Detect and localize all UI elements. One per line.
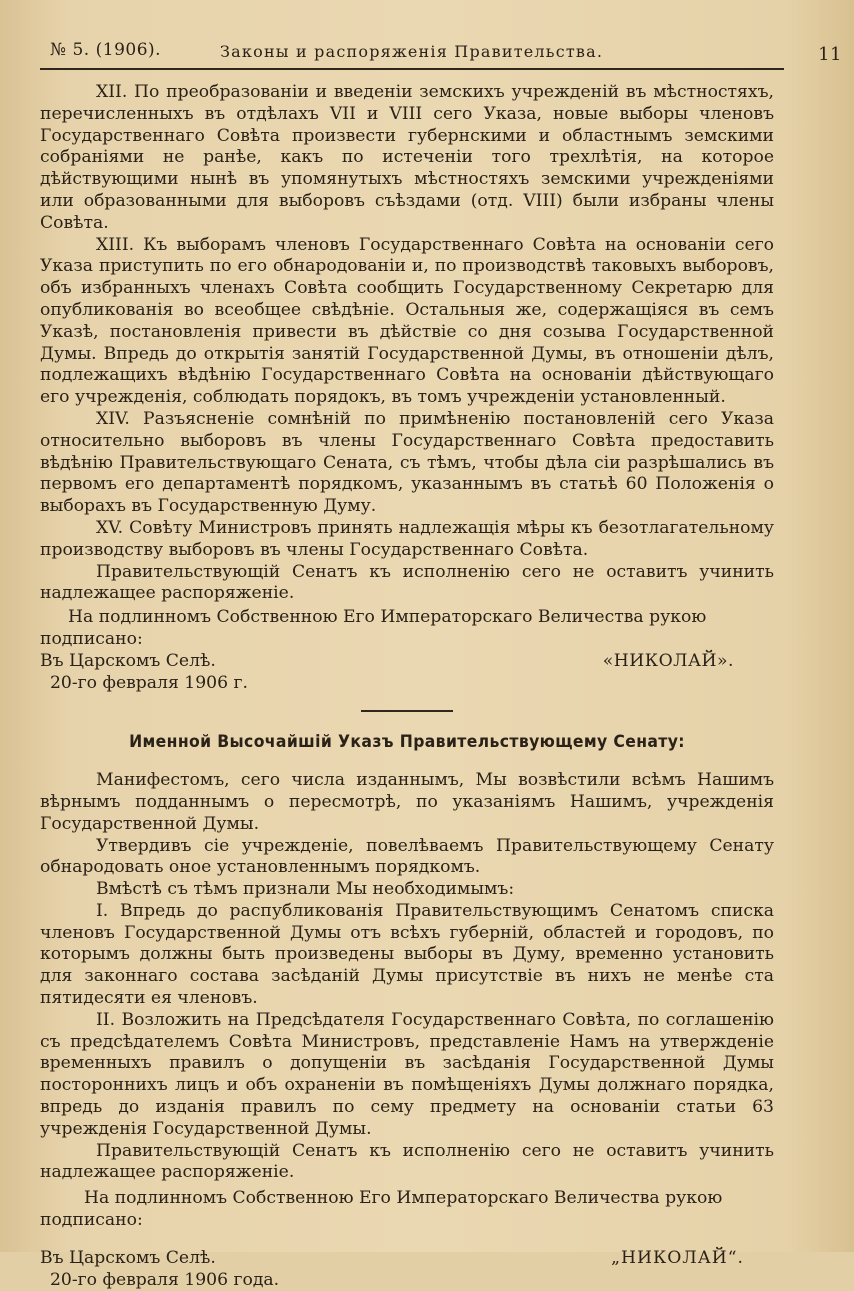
signer-name: „НИКОЛАЙ“. [611, 1247, 744, 1268]
page-number: 11 [818, 44, 842, 65]
decree-paragraph-ii: II. Возложить на Предсѣдателя Государственнаго Совѣта, по соглашенію съ предсѣдателемъ Совѣта Министровъ, представленіе Намъ на утвержденіе временныхъ правилъ о допущеніи въ засѣданія Государственной Думы постороннихъ лицъ и объ охраненіи въ помѣщеніяхъ Думы должнаго порядка, впредь до изданія правилъ по сему предмету на основаніи статьи 63 учрежденія Государственной Думы. [40, 1009, 774, 1139]
page-header [40, 40, 842, 70]
signing-place: Въ Царскомъ Селѣ. [40, 650, 216, 671]
signing-date: 20-го февраля 1906 г. [50, 672, 248, 693]
running-title: Законы и распоряженія Правительства. [220, 42, 604, 61]
paragraph-xiii: XIII. Къ выборамъ членовъ Государственнаго Совѣта на основаніи сего Указа приступить по его обнародованіи и, по производствѣ таковыхъ выборовъ, объ избранныхъ членахъ Совѣта сообщить Государственному Секретарю для опубликованія во всеобщее свѣдѣніе. Остальныя же, содержащіяся въ семъ Указѣ, постановленія привести въ дѣйствіе со дня созыва Государственной Думы. Впредь до открытія занятій Государственной Думы, въ отношеніи дѣлъ, подлежащихъ вѣдѣнію Государственнаго Совѣта на основаніи дѣйствующаго его учрежденія, соблюдать порядокъ, въ томъ учрежденіи установленный. [40, 234, 774, 408]
paragraph-xiv: XIV. Разъясненіе сомнѣній по примѣненію постановленій сего Указа относительно выборовъ въ члены Государственнаго Совѣта предоставить вѣдѣнію Правительствующаго Сената, съ тѣмъ, чтобы дѣла сіи разрѣшались въ первомъ его департаментѣ порядкомъ, указаннымъ въ статьѣ 60 Положенія о выборахъ въ Государственную Думу. [40, 408, 774, 517]
decree-paragraph-closing: Правительствующій Сенатъ къ исполненію сего не оставитъ учинить надлежащее распоряженіе. [40, 1140, 774, 1183]
signer-name: «НИКОЛАЙ». [602, 650, 734, 671]
decree-body [40, 770, 774, 1291]
paragraph-closing: Правительствующій Сенатъ къ исполненію сего не оставитъ учинить надлежащее распоряженіе. [40, 561, 774, 604]
decree-paragraph: Вмѣстѣ съ тѣмъ признали Мы необходимымъ: [96, 879, 515, 900]
decree-title: Именной Высочайшій Указъ Правительствующему Сенату: [129, 732, 685, 753]
signing-date: 20-го февраля 1906 года. [50, 1269, 280, 1290]
signature-row [40, 651, 774, 673]
decree-paragraph-i: I. Впредь до распубликованія Правительствующимъ Сенатомъ списка членовъ Государственной Думы отъ всѣхъ губерній, областей и городовъ, по которымъ должны быть произведены выборы въ Думу, временно установить для законнаго состава засѣданій Думы присутствіе въ нихъ не менѣе ста пятидесяти ея членовъ. [40, 900, 774, 1009]
paragraph-xv: XV. Совѣту Министровъ принять надлежащія мѣры къ безотлагательному производству выборовъ въ члены Государственнаго Совѣта. [40, 517, 774, 560]
issue-number: № 5. (1906). [50, 40, 162, 60]
decree-paragraph: Манифестомъ, сего числа изданнымъ, Мы возвѣстили всѣмъ Нашимъ вѣрнымъ подданнымъ о пересмотрѣ, по указаніямъ Нашимъ, учрежденія Государственной Думы. [40, 770, 774, 834]
page-body [40, 82, 774, 1291]
signature-note: На подлинномъ Собственною Его Императорскаго Величества рукою подписано: [40, 607, 707, 649]
section-divider [361, 710, 453, 712]
signing-place: Въ Царскомъ Селѣ. [40, 1247, 216, 1268]
signature-row [40, 1248, 774, 1270]
decree-paragraph: Утвердивъ сіе учрежденіе, повелѣваемъ Правительствующему Сенату обнародовать оное установленнымъ порядкомъ. [40, 835, 774, 878]
paragraph-xii: XII. По преобразованіи и введеніи земскихъ учрежденій въ мѣстностяхъ, перечисленныхъ въ отдѣлахъ VII и VIII сего Указа, новые выборы членовъ Государственнаго Совѣта произвести губернскими и областнымъ земскими собраніями не ранѣе, какъ по истеченіи того трехлѣтія, на которое дѣйствующими нынѣ въ упомянутыхъ мѣстностяхъ земскими учрежденіями или образованными для выборовъ съѣздами (отд. VIII) были избраны члены Совѣта. [40, 82, 774, 233]
signature-note: На подлинномъ Собственною Его Императорскаго Величества рукою подписано: [40, 1188, 723, 1231]
